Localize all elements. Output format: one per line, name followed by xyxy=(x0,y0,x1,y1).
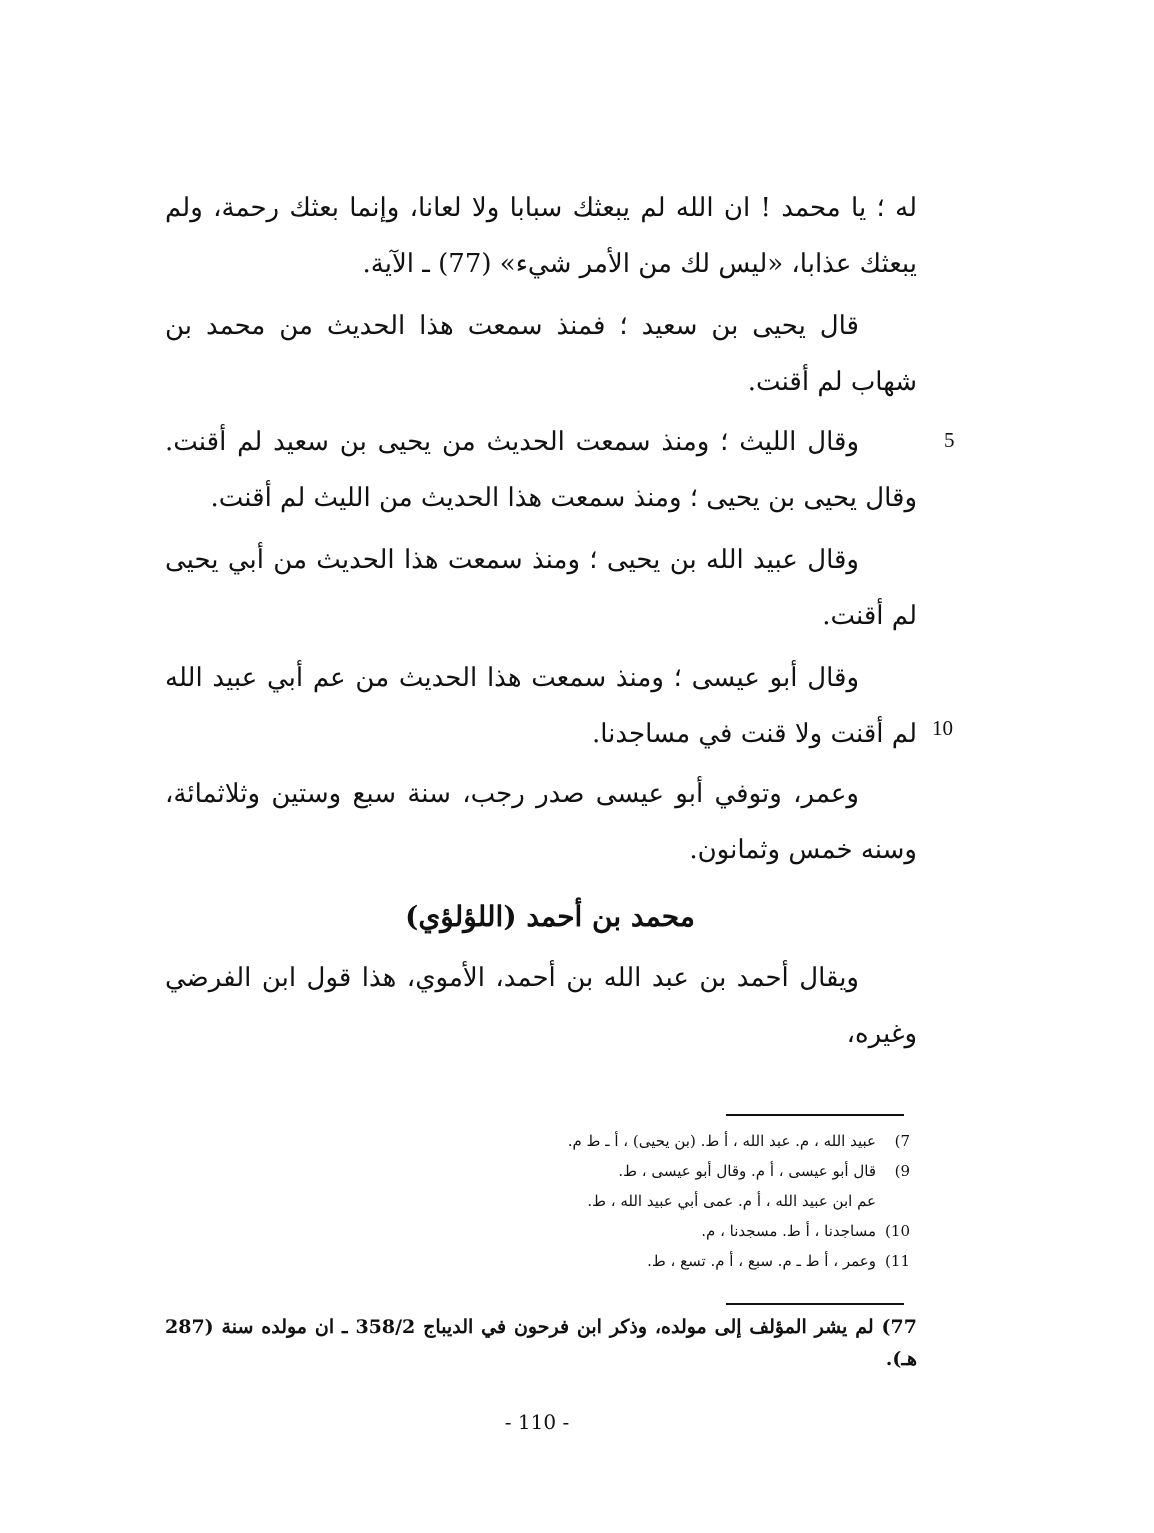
variant-row xyxy=(520,1186,910,1216)
paragraph-3: وقال الليث ؛ ومنذ سمعت الحديث من يحيى بن سعيد لم أقنت. وقال يحيى بن يحيى ؛ ومنذ سمعت هذا الحديث من الليث لم أقنت. xyxy=(165,427,917,513)
line-number-5: 5 xyxy=(944,428,955,452)
variant-row xyxy=(520,1156,910,1186)
variant-text: وعمر ، أ ط ـ م. سبع ، أ م. تسع ، ط. xyxy=(647,1252,876,1270)
section-heading: محمد بن أحمد (اللؤلؤي) xyxy=(405,900,695,933)
footnote-number: 77) xyxy=(881,1316,917,1338)
variant-number: 7) xyxy=(894,1132,910,1150)
footnote-77 xyxy=(165,1311,917,1375)
variants-divider xyxy=(726,1114,904,1116)
variant-text: عم ابن عبيد الله ، أ م. عمى أبي عبيد الله ، ط. xyxy=(587,1192,876,1210)
variant-number xyxy=(876,1186,910,1216)
page-number: - 110 - xyxy=(504,1410,570,1434)
paragraph-5: وقال أبو عيسى ؛ ومنذ سمعت هذا الحديث من عم أبي عبيد الله لم أقنت ولا قنت في مساجدنا. xyxy=(165,663,917,749)
variant-readings xyxy=(520,1126,910,1276)
line-number-10: 10 xyxy=(932,716,953,740)
variant-number: 9) xyxy=(894,1162,910,1180)
variant-number: 11) xyxy=(885,1252,910,1270)
variant-text: مساجدنا ، أ ط. مسجدنا ، م. xyxy=(701,1222,876,1240)
footnote-text: لم يشر المؤلف إلى مولده، وذكر ابن فرحون في الديباج 358/2 ـ ان مولده سنة (287 هـ). xyxy=(165,1316,917,1370)
paragraph-2: قال يحيى بن سعيد ؛ فمنذ سمعت هذا الحديث من محمد بن شهاب لم أقنت. xyxy=(165,311,917,397)
paragraph-after-heading: ويقال أحمد بن عبد الله بن أحمد، الأموي، هذا قول ابن الفرضي وغيره، xyxy=(165,963,917,1049)
paragraph-4: وقال عبيد الله بن يحيى ؛ ومنذ سمعت هذا الحديث من أبي يحيى لم أقنت. xyxy=(165,545,917,631)
footnote-divider xyxy=(726,1303,904,1305)
variant-row xyxy=(520,1246,910,1276)
variant-text: قال أبو عيسى ، أ م. وقال أبو عيسى ، ط. xyxy=(618,1162,876,1180)
variant-number: 10) xyxy=(885,1222,910,1240)
variant-row xyxy=(520,1216,910,1246)
paragraph-1: له ؛ يا محمد ! ان الله لم يبعثك سبابا ولا لعانا، وإنما بعثك رحمة، ولم يبعثك عذابا، «ليس لك من الأمر شيء» (77) ـ الآية. xyxy=(165,193,917,279)
variant-text: عبيد الله ، م. عبد الله ، أ ط. (بن يحيى) ، أ ـ ط م. xyxy=(567,1132,876,1150)
variant-row xyxy=(520,1126,910,1156)
paragraph-6: وعمر، وتوفي أبو عيسى صدر رجب، سنة سبع وستين وثلاثمائة، وسنه خمس وثمانون. xyxy=(165,779,917,865)
